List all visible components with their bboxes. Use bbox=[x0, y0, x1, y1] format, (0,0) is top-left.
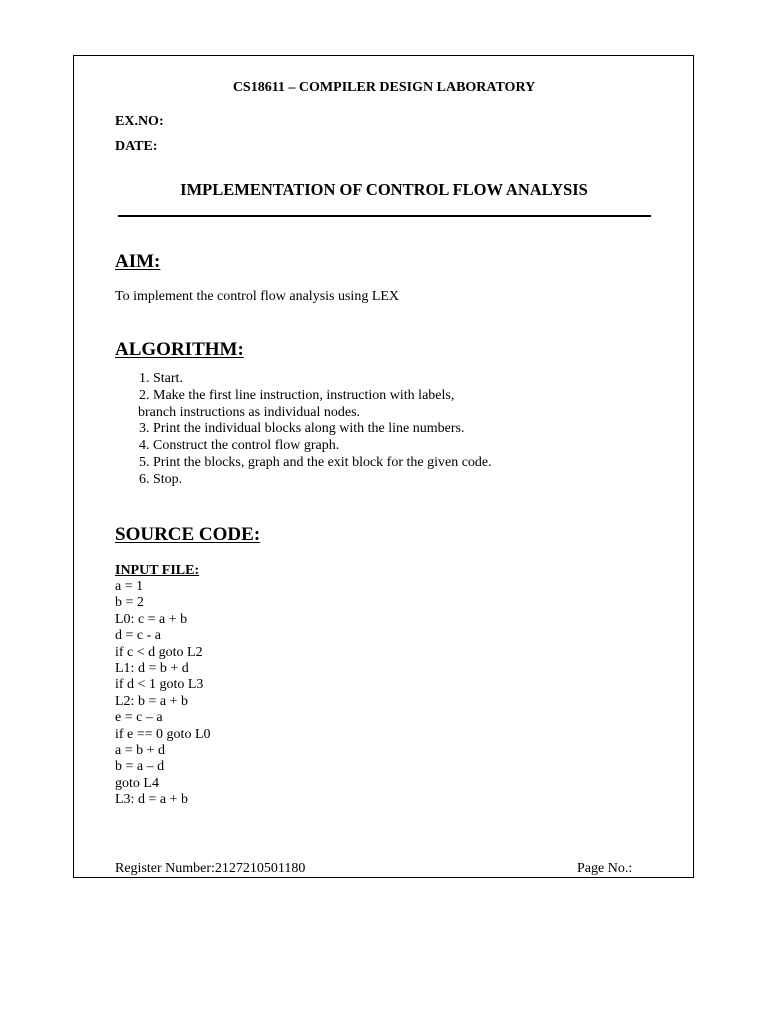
aim-text: To implement the control flow analysis using LEX bbox=[115, 289, 400, 304]
algorithm-step: 1. Start. bbox=[139, 371, 183, 386]
course-title: CS18611 – COMPILER DESIGN LABORATORY bbox=[232, 80, 536, 95]
code-line: a = b + d bbox=[115, 743, 166, 759]
code-line: b = 2 bbox=[115, 595, 144, 611]
aim-heading: AIM: bbox=[115, 251, 161, 272]
algorithm-step-continuation: branch instructions as individual nodes. bbox=[138, 404, 361, 420]
input-file-lines bbox=[115, 579, 211, 809]
experiment-title: IMPLEMENTATION OF CONTROL FLOW ANALYSIS bbox=[180, 180, 588, 199]
code-line: goto L4 bbox=[115, 775, 159, 791]
algorithm-step: 5. Print the blocks, graph and the exit block for the given code. bbox=[139, 454, 492, 470]
register-number: Register Number:2127210501180 bbox=[115, 861, 306, 876]
algorithm-step: 4. Construct the control flow graph. bbox=[139, 438, 340, 454]
code-line: b = a – d bbox=[115, 759, 165, 775]
input-file-label: INPUT FILE: bbox=[115, 563, 200, 578]
date-label: DATE: bbox=[115, 139, 158, 154]
code-line: L3: d = a + b bbox=[115, 792, 188, 808]
code-line: if c < d goto L2 bbox=[115, 644, 203, 660]
code-line: L2: b = a + b bbox=[115, 693, 188, 709]
algorithm-step: 3. Print the individual blocks along with the line numbers. bbox=[139, 421, 465, 437]
algorithm-heading: ALGORITHM: bbox=[115, 339, 244, 360]
code-line: d = c - a bbox=[115, 628, 161, 644]
page-number-label: Page No.: bbox=[577, 861, 633, 876]
code-line: if e == 0 goto L0 bbox=[115, 726, 211, 742]
title-underline bbox=[118, 215, 651, 217]
code-line: e = c – a bbox=[115, 710, 163, 726]
algorithm-steps bbox=[139, 371, 492, 489]
algorithm-step: 2. Make the first line instruction, instruction with labels, bbox=[139, 387, 455, 403]
code-line: L1: d = b + d bbox=[115, 661, 189, 677]
code-line: if d < 1 goto L3 bbox=[115, 677, 204, 693]
code-line: a = 1 bbox=[115, 579, 144, 594]
algorithm-step: 6. Stop. bbox=[139, 471, 183, 487]
exno-label: EX.NO: bbox=[115, 114, 164, 129]
source-code-heading: SOURCE CODE: bbox=[115, 524, 261, 545]
code-line: L0: c = a + b bbox=[115, 611, 188, 627]
